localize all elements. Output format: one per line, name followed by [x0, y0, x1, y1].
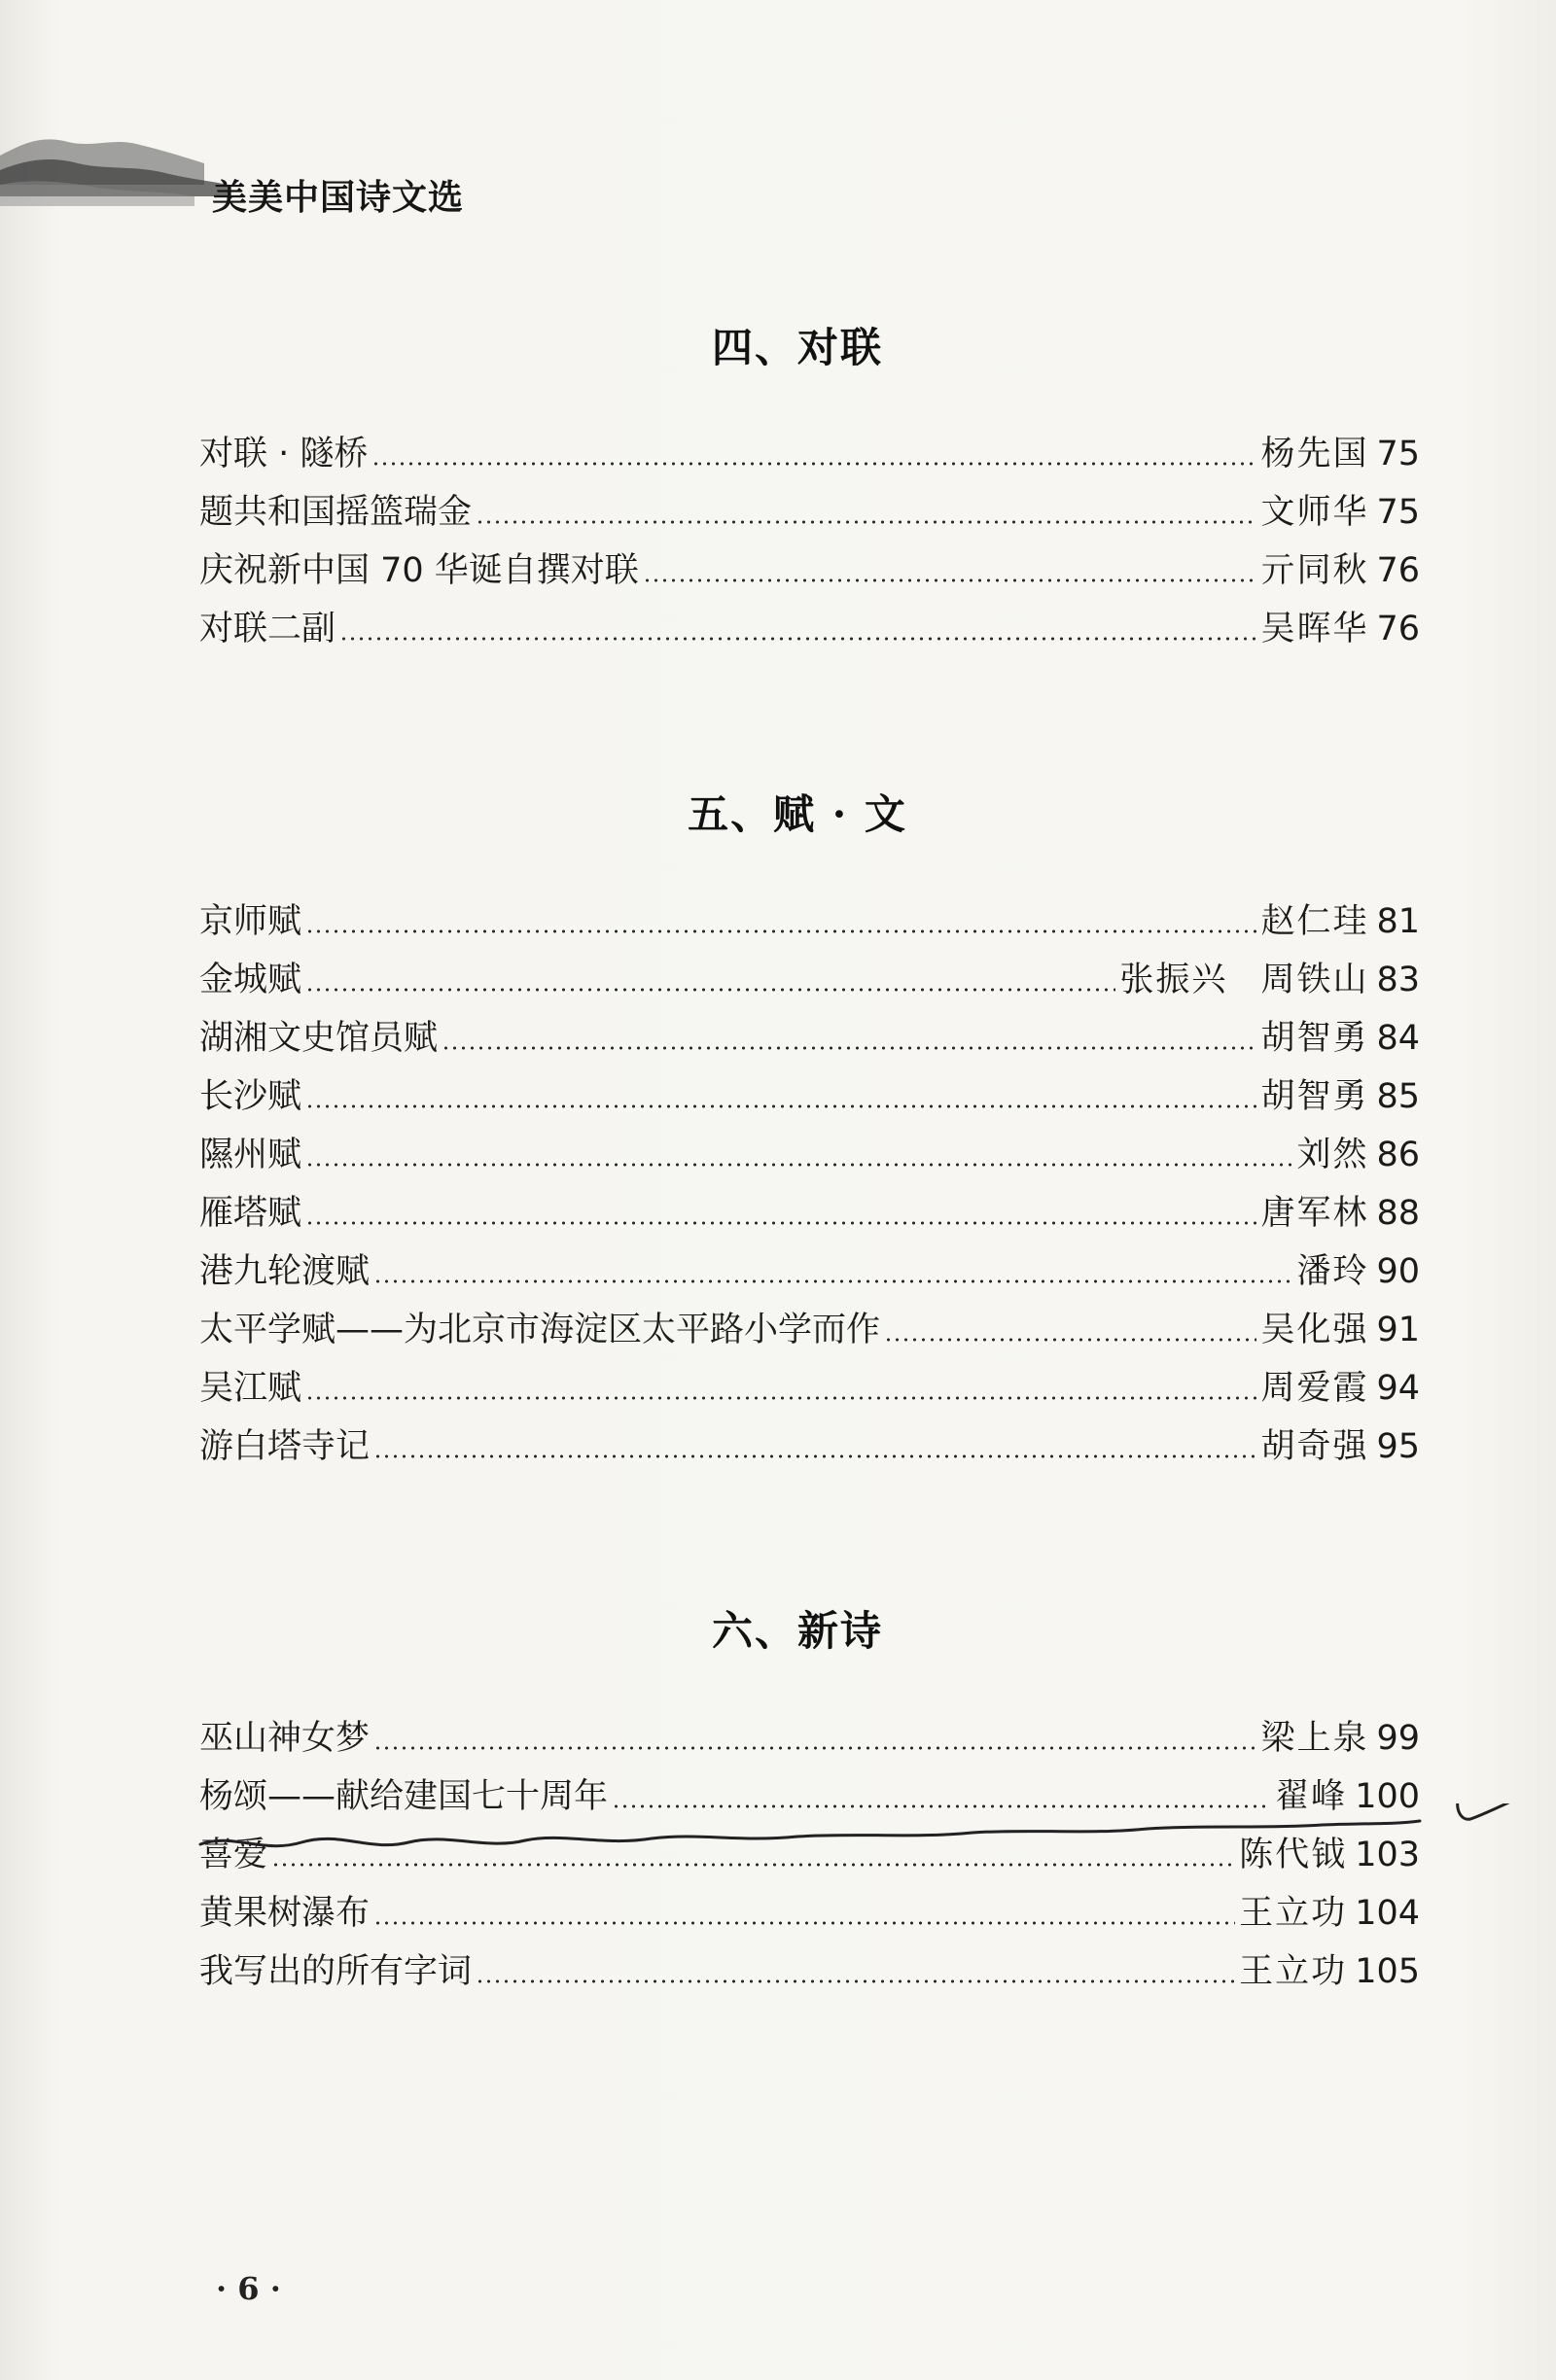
page-number: · 6 · [216, 2270, 281, 2307]
dot-leader [339, 600, 1256, 658]
entry-author: 周铁山 [1260, 961, 1369, 999]
entry-title: 杨颂——献给建国七十周年 [199, 1777, 609, 1816]
toc-section-fu-prose [199, 892, 1420, 1476]
entry-author: 赵仁珪 [1260, 902, 1369, 941]
entry-title: 金城赋 [199, 961, 302, 999]
toc-entry[interactable] [199, 892, 1420, 951]
running-head: 美美中国诗文选 [212, 177, 465, 218]
toc-entry[interactable] [199, 1009, 1420, 1068]
entry-coauthor: 张振兴 [1119, 961, 1228, 999]
entry-page: 88 [1376, 1194, 1420, 1233]
entry-page: 81 [1376, 902, 1420, 941]
entry-title: 太平学赋——为北京市海淀区太平路小学而作 [199, 1311, 881, 1349]
dot-leader [305, 1184, 1256, 1242]
entry-title: 喜爱 [199, 1836, 268, 1874]
entry-page: 76 [1376, 551, 1420, 590]
toc-entry[interactable] [199, 1359, 1420, 1418]
entry-title: 我写出的所有字词 [199, 1952, 473, 1991]
dot-leader [612, 1768, 1271, 1826]
entry-author: 梁上泉 [1260, 1719, 1369, 1758]
entry-page: 75 [1376, 493, 1420, 532]
entry-title: 对联二副 [199, 610, 336, 648]
entry-title: 长沙赋 [199, 1077, 302, 1116]
entry-page: 95 [1376, 1427, 1420, 1466]
dot-leader [271, 1826, 1235, 1884]
toc-entry[interactable] [199, 425, 1420, 483]
dot-leader [305, 951, 1115, 1009]
dot-leader [373, 1418, 1256, 1476]
dot-leader [373, 1242, 1292, 1301]
dot-leader [643, 542, 1257, 600]
entry-page: 104 [1355, 1894, 1420, 1933]
section-title-new-poetry: 六、新诗 [711, 1607, 883, 1655]
entry-page: 84 [1376, 1019, 1420, 1058]
dot-leader [373, 1709, 1256, 1768]
toc-entry[interactable] [199, 1826, 1420, 1884]
toc-entry[interactable] [199, 1884, 1420, 1942]
entry-page: 76 [1376, 610, 1420, 648]
dot-leader [373, 1884, 1235, 1942]
entry-author: 陈代钺 [1239, 1836, 1348, 1874]
dot-leader [305, 892, 1256, 951]
entry-page: 75 [1376, 435, 1420, 473]
entry-author: 吴晖华 [1260, 610, 1369, 648]
entry-author: 刘然 [1296, 1136, 1369, 1174]
entry-page: 83 [1376, 961, 1420, 999]
entry-title: 港九轮渡赋 [199, 1252, 371, 1291]
entry-title: 黄果树瀑布 [199, 1894, 371, 1933]
entry-title: 雁塔赋 [199, 1194, 302, 1233]
entry-title: 对联 · 隧桥 [199, 435, 369, 473]
toc-entry[interactable] [199, 1301, 1420, 1359]
dot-leader [305, 1359, 1256, 1418]
entry-author: 杨先国 [1260, 435, 1369, 473]
entry-title: 巫山神女梦 [199, 1719, 371, 1758]
dot-leader [476, 483, 1256, 542]
entry-page: 91 [1376, 1311, 1420, 1349]
toc-entry[interactable] [199, 1709, 1420, 1768]
entry-title: 京师赋 [199, 902, 302, 941]
toc-entry[interactable] [199, 1418, 1420, 1476]
entry-author: 文师华 [1260, 493, 1369, 532]
entry-page: 86 [1376, 1136, 1420, 1174]
toc-entry[interactable] [199, 1126, 1420, 1184]
toc-entry[interactable] [199, 483, 1420, 542]
dot-leader [305, 1068, 1256, 1126]
entry-author: 吴化强 [1260, 1311, 1369, 1349]
entry-page: 85 [1376, 1077, 1420, 1116]
entry-title: 游白塔寺记 [199, 1427, 371, 1466]
entry-author: 潘玲 [1296, 1252, 1369, 1291]
toc-entry[interactable] [199, 951, 1420, 1009]
entry-author: 胡智勇 [1260, 1019, 1369, 1058]
entry-page: 100 [1355, 1777, 1420, 1816]
section-title-couplets: 四、对联 [711, 324, 883, 371]
entry-page: 94 [1376, 1369, 1420, 1408]
toc-entry[interactable] [199, 1768, 1420, 1826]
entry-author: 周爱霞 [1260, 1369, 1369, 1408]
entry-title: 湖湘文史馆员赋 [199, 1019, 439, 1058]
entry-page: 90 [1376, 1252, 1420, 1291]
entry-author: 胡智勇 [1260, 1077, 1369, 1116]
toc-entry[interactable] [199, 1242, 1420, 1301]
entry-author: 翟峰 [1275, 1777, 1348, 1816]
dot-leader [884, 1301, 1256, 1359]
section-title-fu-prose: 五、赋 · 文 [688, 790, 907, 838]
toc-entry[interactable] [199, 1184, 1420, 1242]
entry-page: 105 [1355, 1952, 1420, 1991]
toc-section-couplets [199, 425, 1420, 658]
toc-section-new-poetry [199, 1709, 1420, 2001]
dot-leader [476, 1942, 1235, 2001]
dot-leader [442, 1009, 1256, 1068]
entry-title: 隰州赋 [199, 1136, 302, 1174]
entry-page: 99 [1376, 1719, 1420, 1758]
entry-author: 胡奇强 [1260, 1427, 1369, 1466]
toc-entry[interactable] [199, 1942, 1420, 2001]
entry-title: 吴江赋 [199, 1369, 302, 1408]
entry-title: 庆祝新中国 70 华诞自撰对联 [199, 551, 639, 590]
dot-leader [305, 1126, 1292, 1184]
entry-author: 亓同秋 [1260, 551, 1369, 590]
toc-entry[interactable] [199, 1068, 1420, 1126]
entry-author: 王立功 [1239, 1952, 1348, 1991]
dot-leader [371, 425, 1256, 483]
toc-entry[interactable] [199, 542, 1420, 600]
entry-author: 唐军林 [1260, 1194, 1369, 1233]
entry-title: 题共和国摇篮瑞金 [199, 493, 473, 532]
toc-entry[interactable] [199, 600, 1420, 658]
entry-author: 王立功 [1239, 1894, 1348, 1933]
entry-page: 103 [1355, 1836, 1420, 1874]
